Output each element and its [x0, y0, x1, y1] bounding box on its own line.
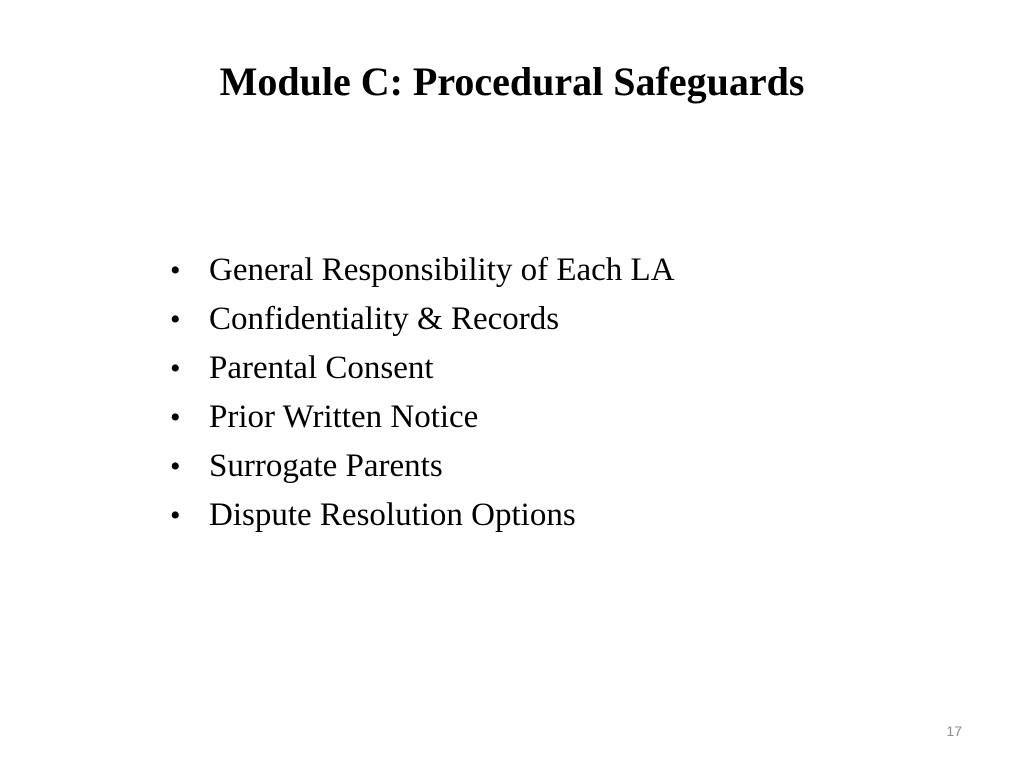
bullet-text: Confidentiality & Records [209, 301, 560, 337]
slide-title: Module C: Procedural Safeguards [219, 59, 805, 104]
bullet-marker: • [170, 352, 181, 385]
bullet-item [170, 393, 675, 442]
bullet-text: Parental Consent [209, 350, 434, 386]
bullet-marker: • [170, 401, 181, 434]
bullet-marker: • [170, 303, 181, 336]
page-number: 17 [946, 723, 962, 739]
bullet-item [170, 246, 675, 295]
bullet-list [170, 246, 675, 540]
bullet-item [170, 344, 675, 393]
bullet-text: Prior Written Notice [209, 399, 479, 435]
bullet-marker: • [170, 499, 181, 532]
bullet-item [170, 442, 675, 491]
bullet-item [170, 295, 675, 344]
bullet-marker: • [170, 450, 181, 483]
bullet-text: Dispute Resolution Options [209, 497, 576, 533]
bullet-text: General Responsibility of Each LA [209, 252, 675, 288]
bullet-item [170, 491, 675, 540]
bullet-marker: • [170, 254, 181, 287]
bullet-text: Surrogate Parents [209, 448, 443, 484]
